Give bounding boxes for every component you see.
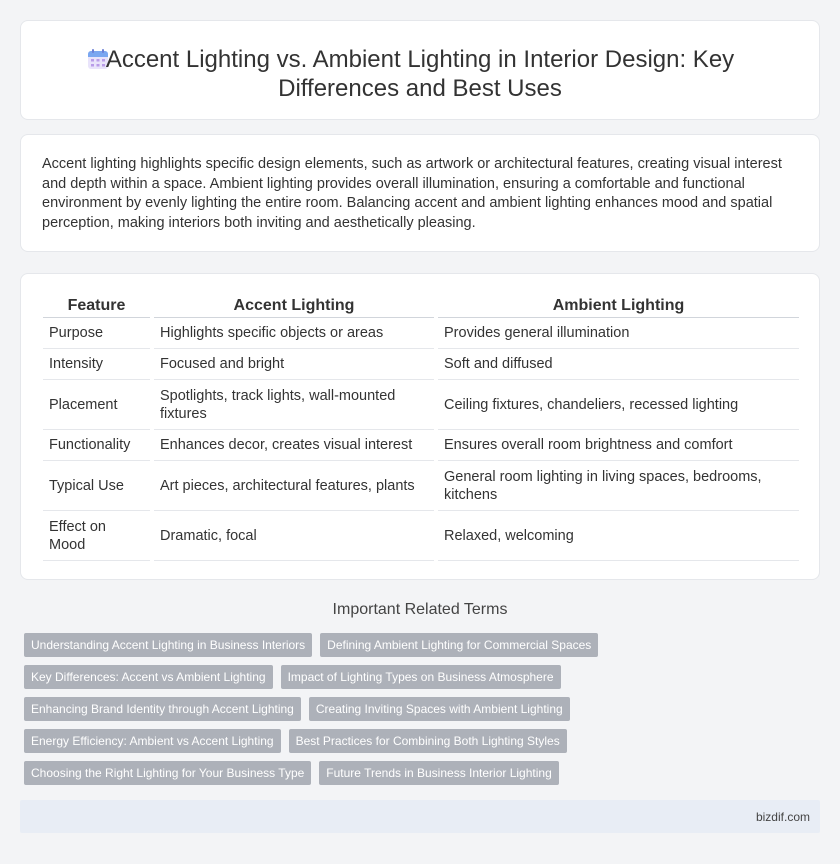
column-header-feature: Feature	[43, 294, 152, 318]
table-cell: Typical Use	[43, 461, 152, 511]
related-term-tag[interactable]: Defining Ambient Lighting for Commercial Spaces	[320, 633, 598, 657]
table-cell: Spotlights, track lights, wall-mounted fixtures	[152, 380, 436, 430]
related-term-tag[interactable]: Understanding Accent Lighting in Business Interiors	[24, 633, 312, 657]
footer-site-link[interactable]: bizdif.com	[755, 810, 810, 824]
table-row	[43, 511, 799, 561]
table-cell: General room lighting in living spaces, bedrooms, kitchens	[436, 461, 799, 511]
table-cell: Functionality	[43, 430, 152, 461]
related-term-tag[interactable]: Future Trends in Business Interior Lighting	[319, 761, 558, 785]
table-cell: Highlights specific objects or areas	[152, 318, 436, 349]
related-term-tag[interactable]: Creating Inviting Spaces with Ambient Lighting	[309, 697, 570, 721]
table-cell: Provides general illumination	[436, 318, 799, 349]
header-card	[20, 20, 820, 120]
table-cell: Art pieces, architectural features, plants	[152, 461, 436, 511]
related-term-tag[interactable]: Enhancing Brand Identity through Accent Lighting	[24, 697, 301, 721]
table-cell: Purpose	[43, 318, 152, 349]
related-terms-list	[24, 633, 624, 793]
column-header-ambient: Ambient Lighting	[436, 294, 799, 318]
table-cell: Placement	[43, 380, 152, 430]
column-header-accent: Accent Lighting	[152, 294, 436, 318]
table-row	[43, 461, 799, 511]
related-term-tag[interactable]: Best Practices for Combining Both Lighting Styles	[289, 729, 567, 753]
table-cell: Ensures overall room brightness and comfort	[436, 430, 799, 461]
table-row	[43, 349, 799, 380]
intro-card	[20, 134, 820, 252]
related-terms-title: Important Related Terms	[332, 601, 508, 618]
tag-row	[24, 665, 624, 689]
related-term-tag[interactable]: Key Differences: Accent vs Ambient Lighting	[24, 665, 273, 689]
table-cell: Intensity	[43, 349, 152, 380]
table-cell: Soft and diffused	[436, 349, 799, 380]
tag-row	[24, 633, 624, 657]
page-title: Accent Lighting vs. Ambient Lighting in Interior Design: Key Differences and Best Uses	[105, 46, 735, 102]
tag-row	[24, 697, 624, 721]
table-row	[43, 380, 799, 430]
tag-row	[24, 761, 624, 785]
comparison-table-card	[20, 273, 820, 580]
related-term-tag[interactable]: Energy Efficiency: Ambient vs Accent Lighting	[24, 729, 281, 753]
table-cell: Enhances decor, creates visual interest	[152, 430, 436, 461]
table-cell: Ceiling fixtures, chandeliers, recessed lighting	[436, 380, 799, 430]
table-row	[43, 430, 799, 461]
related-term-tag[interactable]: Impact of Lighting Types on Business Atmosphere	[281, 665, 561, 689]
table-row	[43, 318, 799, 349]
table-cell: Effect on Mood	[43, 511, 152, 561]
intro-paragraph: Accent lighting highlights specific design elements, such as artwork or architectural features, creating visual interest and depth within a space. Ambient lighting provides overall illumination, ensuring a comfortable and functional environment by evenly lighting the entire room. Balancing accent and ambient lighting enhances mood and spatial perception, making interiors both inviting and aesthetically pleasing.	[42, 156, 782, 231]
table-cell: Relaxed, welcoming	[436, 511, 799, 561]
table-cell: Focused and bright	[152, 349, 436, 380]
footer	[20, 800, 820, 833]
table-cell: Dramatic, focal	[152, 511, 436, 561]
related-term-tag[interactable]: Choosing the Right Lighting for Your Business Type	[24, 761, 311, 785]
tag-row	[24, 729, 624, 753]
table-header-row	[43, 294, 799, 318]
comparison-table	[43, 294, 799, 561]
